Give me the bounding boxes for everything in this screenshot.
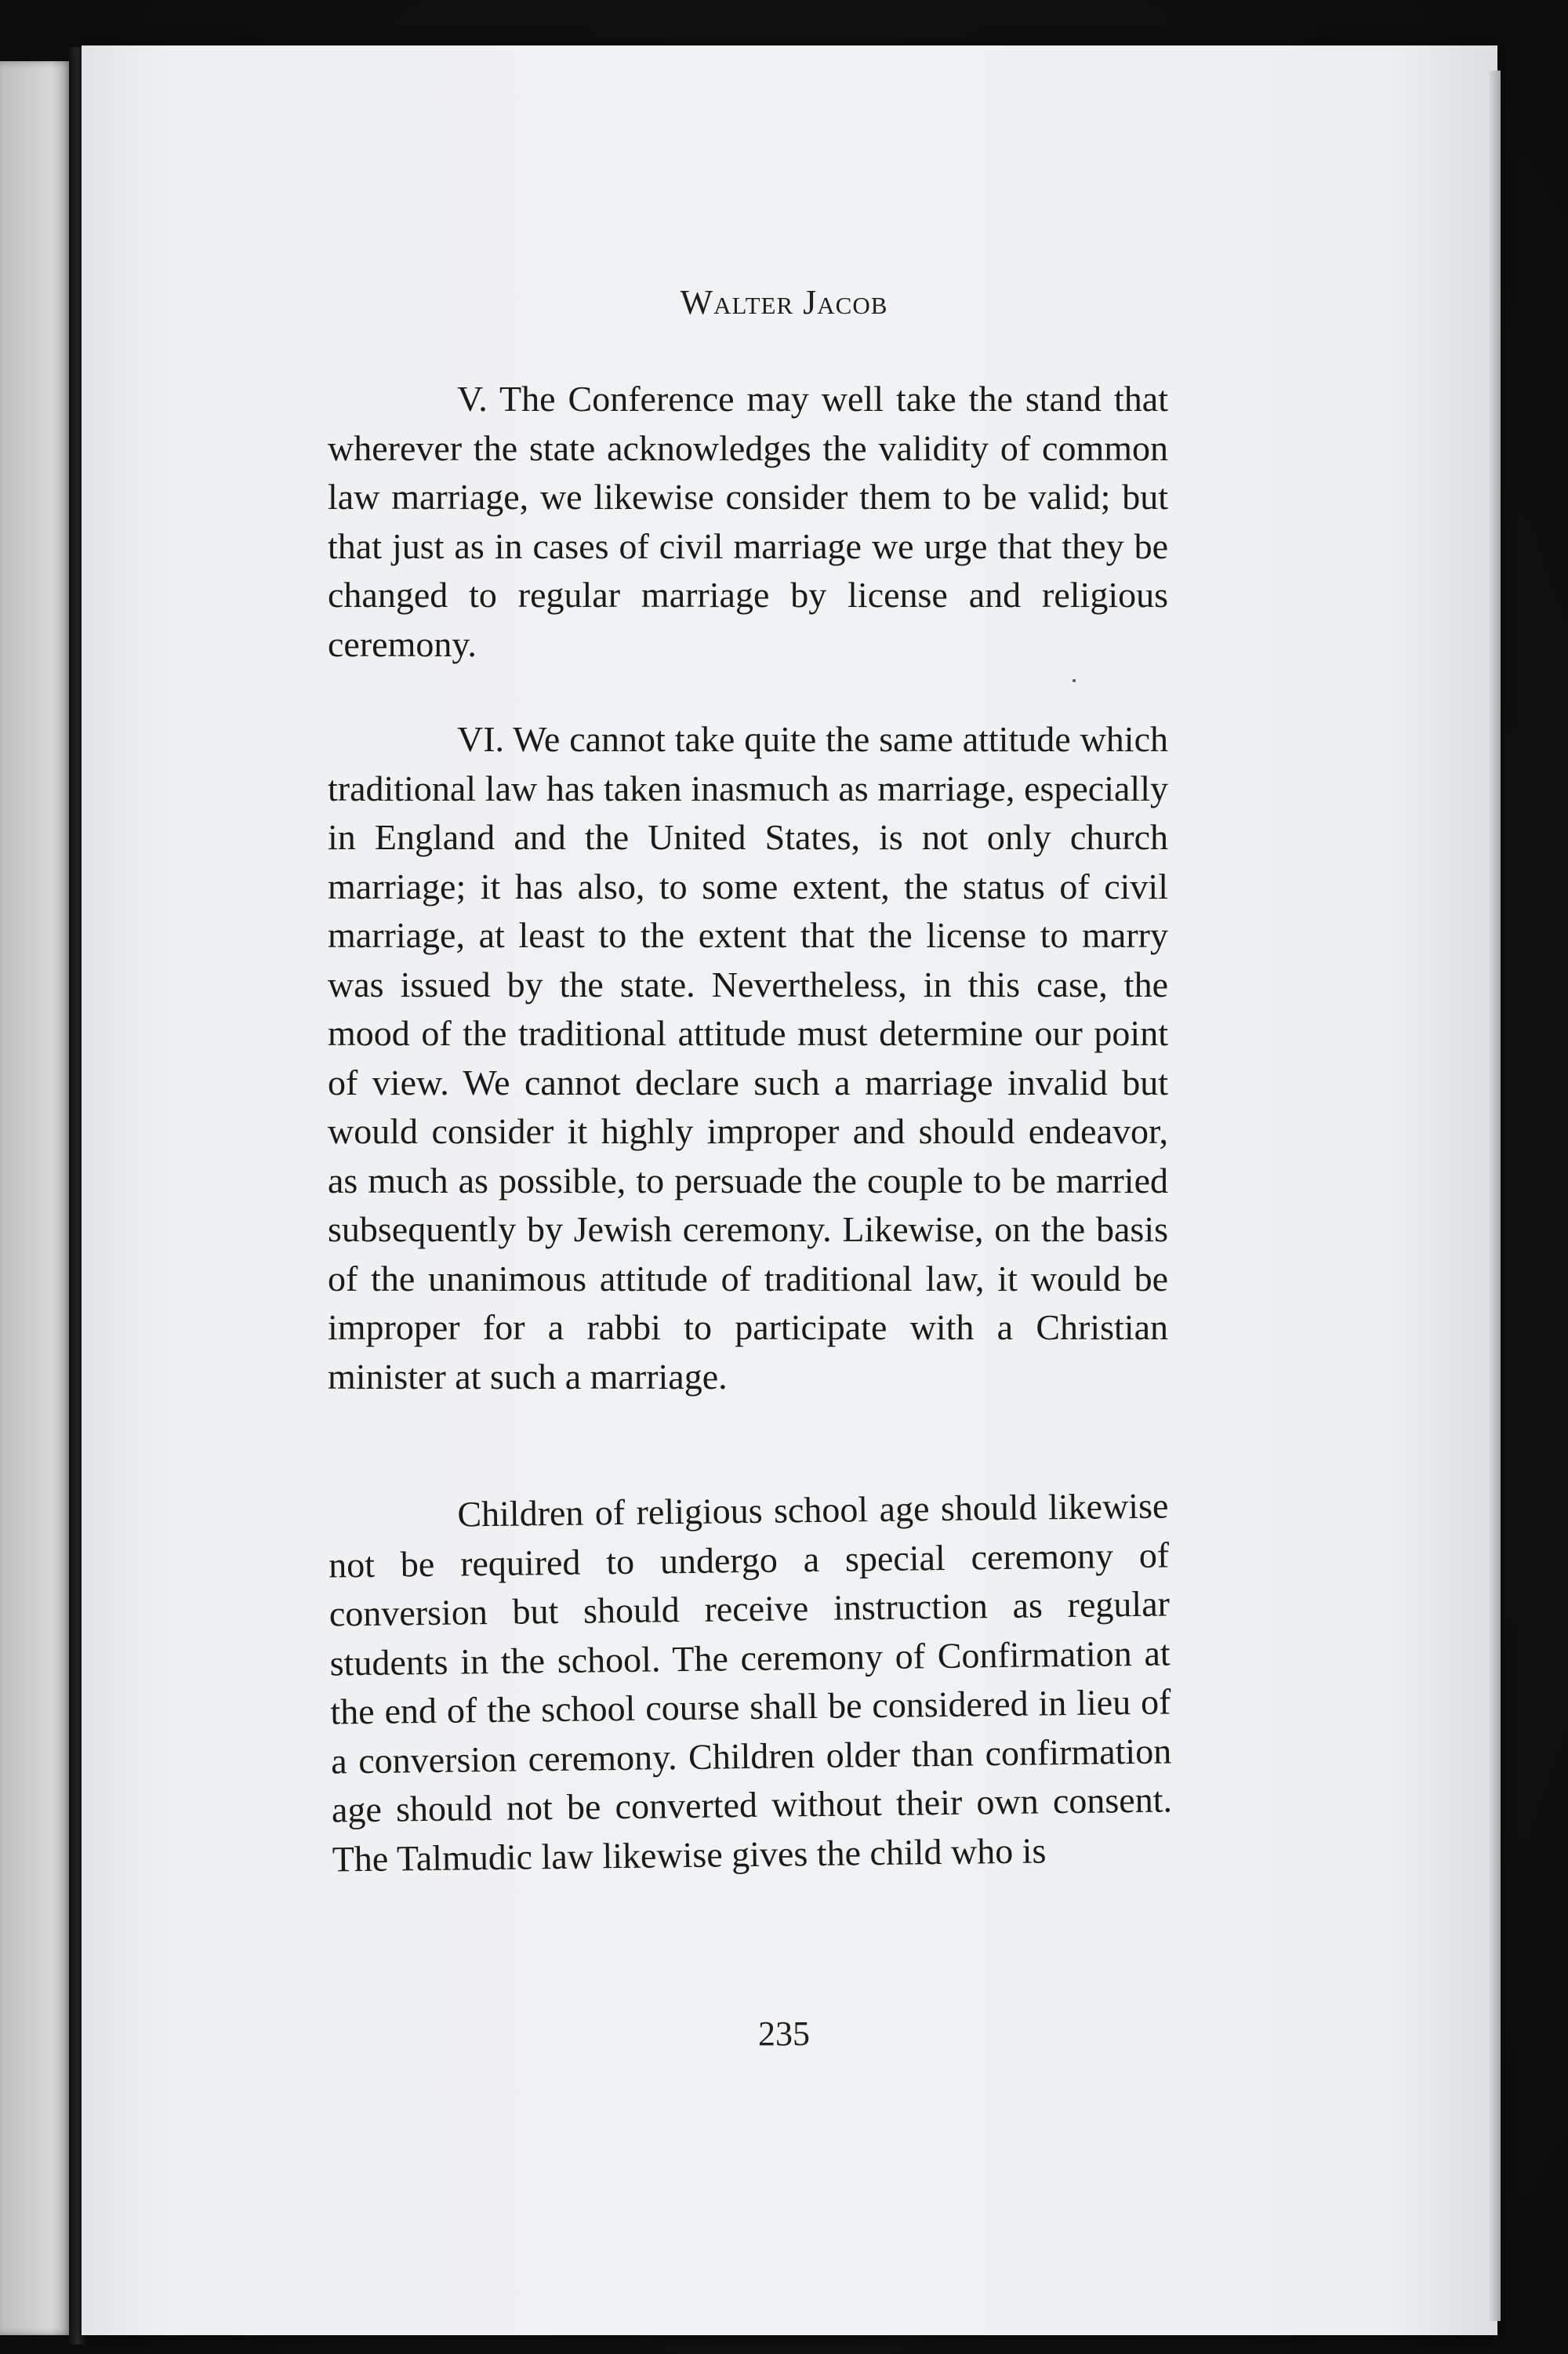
paragraph-text: VI. We cannot take quite the same attitude which traditional law has taken inasmuch as marriage, especially in England and the United States, is not only church marriage; it has also, to some extent, the status of civil marriage, at least to the extent that the license to marry was issued by the state. Nevertheless, in this case, the mood of the traditional attitude must determine our point of view. We cannot declare such a marriage invalid but would consider it highly improper and should endeavor, as much as possible, to persuade the couple to be married subsequently by Jewish ceremony. Likewise, on the basis of the unanimous attitude of traditional law, it would be improper for a rabbi to participate with a Christian minister at such a marriage. — [328, 719, 1168, 1397]
paragraph-text: Children of religious school age should likewise not be required to undergo a special ceremony of conversion but should receive instruction as regular students in the school. The ceremony of Confirmation at the end of the school course shall be considered in lieu of a conversion ceremony. Children older than confirmation age should not be converted without their own consent. The Talmudic law likewise gives the child who is — [328, 1485, 1173, 1880]
paragraph-section-v — [328, 375, 1168, 669]
page-number: 235 — [758, 2014, 810, 2053]
page-stack-edge — [1490, 71, 1501, 2321]
paragraph-section-vi — [328, 715, 1168, 1401]
paper-speck — [1073, 679, 1076, 682]
running-head — [0, 282, 1568, 322]
running-head-author: Walter Jacob — [680, 283, 888, 321]
paragraph-children — [328, 1481, 1173, 1884]
previous-page-edge — [0, 61, 72, 2335]
paragraph-text: V. The Conference may well take the stand that wherever the state acknowledges the validity of common law marriage, we likewise consider them to be valid; but that just as in cases of civil marriage we urge that they be changed to regular marriage by license and religious ceremony. — [328, 379, 1168, 664]
